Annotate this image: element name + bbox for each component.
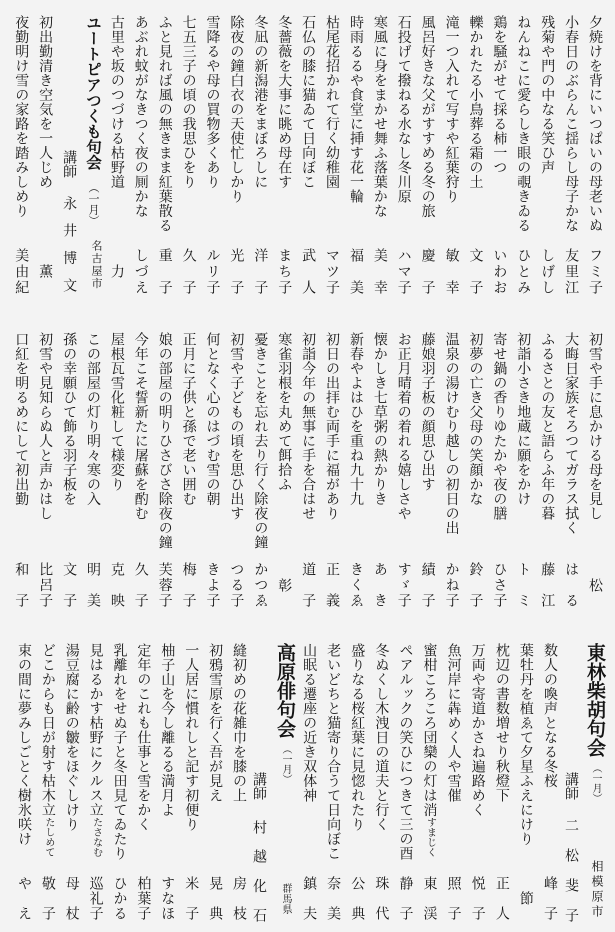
haiku-entry: [538, 620, 562, 932]
haiku-text: 枕辺の書数増せり秋燈下: [493, 643, 510, 803]
haiku-text: 温泉の湯けむり越しの初日の出: [443, 332, 460, 535]
author-name: ひさ子: [491, 562, 508, 607]
haiku-text: 寒雀羽根を丸めて餌拾ふ: [276, 332, 293, 492]
haiku-entry: [464, 310, 488, 620]
haiku-text: 縫初めの花雑巾を膝の上: [230, 643, 247, 803]
author-name: 正義: [324, 562, 341, 607]
haiku-entry: [179, 620, 203, 932]
haiku-text: この部屋の灯り明々寒の入: [84, 332, 101, 506]
author-name: 敏幸: [443, 248, 460, 294]
group-title-line: [271, 643, 297, 784]
haiku-text: 時雨るるや食堂に挿す花一輪: [347, 15, 364, 204]
author-name: はる: [563, 562, 580, 607]
haiku-text: 万両や寄道かさね遍路めく: [469, 643, 486, 817]
haiku-entry: [369, 620, 393, 932]
haiku-entry: [466, 620, 490, 932]
haiku-entry: [490, 620, 514, 932]
author-name: やえ: [15, 876, 32, 920]
haiku-text: ペアルックの笑ひにつきて三の酉: [397, 643, 414, 861]
haiku-text: 初詣小さき地蔵に願をかけ: [515, 332, 532, 506]
author-name: しげし: [539, 248, 556, 294]
haiku-entry: [225, 310, 249, 620]
haiku-text: 藤娘羽子板の顔思ひ出す: [419, 332, 436, 492]
haiku-text-main: 蜜柑ころころ団欒の灯は消: [421, 643, 438, 817]
instructor-label: 講師: [250, 772, 267, 800]
haiku-entry: [248, 310, 272, 620]
author-name: 峰子: [542, 876, 558, 920]
haiku-text: 新春やよはひを重ね九十九: [347, 332, 364, 506]
haiku-entry: [248, 0, 272, 310]
author-name: 友里江: [563, 248, 580, 294]
haiku-entry: [297, 620, 321, 932]
haiku-entry: [320, 310, 344, 620]
haiku-entry: [153, 0, 177, 310]
haiku-entry: [81, 310, 105, 620]
haiku-text: 一人居に慣れしと記す初便り: [183, 643, 200, 832]
haiku-text: 初日の出拝む両手に福があり: [324, 332, 341, 521]
haiku-text: 娘の部屋の明りひさびさ除夜の鐘: [156, 332, 173, 550]
author-name: 米子: [183, 876, 200, 920]
haiku-text: 今年こそ誓新たに屠蘇を酌む: [132, 332, 149, 521]
group-month: （一月）: [86, 182, 100, 226]
haiku-text-small: たさなむ: [90, 817, 102, 857]
author-name: 珠代: [373, 876, 390, 920]
group-month: （一月）: [590, 763, 601, 803]
author-name: ひとみ: [515, 248, 532, 294]
haiku-entry: [33, 310, 57, 620]
haiku-entry: [129, 0, 153, 310]
haiku-text: 山眠る遷座の近き双体神: [301, 643, 318, 803]
author-name: 久子: [180, 248, 197, 294]
author-name: すなほ: [159, 876, 176, 920]
haiku-text: 初出勤清き空気を一人じめ: [37, 15, 54, 189]
haiku-text: 屋根瓦雪化粧して様変り: [108, 332, 125, 492]
haiku-entry: [393, 620, 417, 932]
author-name: 照子: [445, 876, 462, 920]
haiku-text: 小春日のぶらんこ揺らし母子かな: [563, 15, 580, 233]
haiku-entry: [201, 310, 225, 620]
haiku-text: 冬凪の新潟港をまぼろしに: [252, 15, 269, 189]
haiku-text: 孫の幸願ひて飾る羽子板を: [61, 332, 78, 506]
haiku-entry: [583, 0, 607, 310]
haiku-entry: [105, 0, 129, 310]
group-city: 相模原市: [590, 860, 604, 920]
haiku-entry: [57, 310, 81, 620]
author-name: つる子: [228, 562, 245, 607]
haiku-text: 何となく心のはづむ雪の朝: [204, 332, 221, 506]
haiku-text: 初鴉雪原を行く吾が見え: [207, 643, 224, 803]
author-name: 美幸: [371, 248, 388, 294]
author-name: 奈美: [325, 876, 342, 920]
author-name: 藤江: [539, 562, 556, 607]
haiku-text: ねんねこに愛らしき眼の覗きゐる: [515, 15, 532, 233]
author-name: しづえ: [132, 248, 149, 294]
author-name: あき: [371, 562, 388, 607]
instructor-label: 講師: [61, 150, 78, 178]
author-name: かつゑ: [252, 562, 269, 607]
author-name: 節: [517, 891, 534, 905]
haiku-text: 定年のこれも仕事と雪をかく: [135, 643, 152, 832]
top-band: [0, 0, 615, 310]
haiku-text: 正月に子供と孫で老い囲む: [180, 332, 197, 506]
group-heading: [583, 620, 607, 932]
haiku-entry: [417, 620, 441, 932]
haiku-text: 石投げて撥ねる水なし冬川原: [395, 15, 412, 204]
author-name: 松: [587, 577, 603, 592]
haiku-entry: [36, 620, 60, 932]
author-name: 晃典: [207, 876, 224, 920]
haiku-text: 初雪や手に息かける母を見し: [587, 332, 603, 521]
haiku-entry: [108, 620, 132, 932]
group-title: ユートピアつくも句会: [83, 15, 102, 170]
author-name: すゞ子: [395, 562, 412, 607]
author-name: 武人: [300, 248, 317, 294]
haiku-entry: [511, 0, 535, 310]
haiku-entry: [296, 310, 320, 620]
haiku-text: [84, 643, 108, 857]
haiku-entry: [559, 310, 583, 620]
haiku-entry: [105, 310, 129, 620]
author-name: 柏葉子: [135, 876, 152, 920]
author-name: 克映: [108, 562, 125, 607]
haiku-text: 冬ぬくし木洩日の道夫と行く: [373, 643, 390, 832]
author-name: 和子: [13, 562, 30, 607]
group-city: 群馬県: [279, 883, 291, 916]
author-name: 重子: [156, 248, 173, 294]
author-name: 梅子: [180, 562, 197, 607]
haiku-text: [36, 643, 60, 857]
haiku-text: 七五三子の頃の我思ひをり: [180, 15, 197, 189]
haiku-entry: [368, 0, 392, 310]
haiku-entry: [227, 620, 251, 932]
haiku-entry: [440, 310, 464, 620]
author-name: 洋子: [252, 248, 269, 294]
haiku-entry: [9, 310, 33, 620]
haiku-text: 残菊や門の中なる笑ひ声: [539, 15, 556, 175]
author-name: 鎮夫: [301, 876, 318, 920]
haiku-text: 葉牡丹を植ゑて夕星ふえにけり: [517, 643, 534, 846]
haiku-text: 寄せ鍋の香りゆたかや夜の膳: [491, 332, 508, 521]
group-title: 高原俳句会: [273, 643, 296, 738]
group-title-line: [81, 15, 105, 226]
haiku-text: 大晦日家族そろつてガラス拭く: [563, 332, 580, 535]
haiku-entry: [345, 620, 369, 932]
group-heading: [271, 620, 297, 932]
author-name: ルリ子: [204, 248, 221, 294]
author-name: 明美: [84, 562, 101, 607]
haiku-entry: [440, 0, 464, 310]
haiku-entry: [155, 620, 179, 932]
haiku-text: 風呂好きな父がすすめる冬の旅: [419, 15, 436, 218]
haiku-text: 憂きことを忘れ去り行く除夜の鐘: [252, 332, 269, 550]
author-name: 芙蓉子: [156, 562, 173, 607]
author-name: きくゑ: [347, 562, 364, 607]
author-name: 敬子: [39, 876, 56, 920]
author-name: フミ子: [587, 248, 603, 294]
haiku-text: 口紅を明るめにして初出勤: [13, 332, 30, 506]
haiku-entry: [60, 620, 84, 932]
haiku-text: 初雪や子どもの頃を思ひ出す: [228, 332, 245, 521]
group-instructor: [562, 620, 583, 932]
haiku-entry: [129, 310, 153, 620]
haiku-text: 数人の喚声となる冬桜: [542, 643, 558, 788]
haiku-text: 老いどちと猫寄り合うて日向ぼこ: [325, 643, 342, 861]
author-name: トミ: [515, 562, 532, 607]
haiku-entry: [132, 620, 156, 932]
group-heading: [81, 0, 105, 310]
haiku-text: 初詣今年の無事に手を合はせ: [300, 332, 317, 521]
author-name: いわお: [491, 248, 508, 294]
haiku-text: 夜勤明け雪の家路を踏みしめり: [13, 15, 30, 218]
author-name: 巡礼子: [87, 876, 104, 920]
author-name: 久子: [132, 562, 149, 607]
author-name: 房枝: [230, 876, 247, 920]
author-name: きよ子: [204, 562, 221, 607]
haiku-entry: [487, 310, 511, 620]
haiku-text: 寒風に身をまかせ舞ふ落葉かな: [371, 15, 388, 218]
haiku-entry: [272, 0, 296, 310]
haiku-entry: [344, 310, 368, 620]
haiku-entry: [514, 620, 538, 932]
haiku-text: 雪降るや母の買物多くあり: [204, 15, 221, 189]
haiku-entry: [203, 620, 227, 932]
haiku-text: 初雪や見知らぬ人と声かはし: [37, 332, 54, 521]
haiku-text: 束の間に夢みしごとく樹氷咲け: [15, 643, 32, 846]
haiku-entry: [33, 0, 57, 310]
middle-band: [0, 310, 615, 620]
bottom-band: [0, 620, 615, 932]
haiku-text: 懐かしき七草粥の熱かりき: [371, 332, 388, 506]
haiku-entry: [153, 310, 177, 620]
author-name: 福美: [347, 248, 364, 294]
haiku-entry: [559, 0, 583, 310]
haiku-entry: [583, 310, 607, 620]
group-instructor: [57, 0, 81, 310]
haiku-entry: [201, 0, 225, 310]
author-name: 正人: [493, 876, 510, 920]
group-city: 名古屋市: [89, 240, 103, 290]
haiku-text: 除夜の鐘白衣の天使忙しかり: [228, 15, 245, 204]
group-instructor: [251, 620, 271, 932]
author-name: まち子: [276, 248, 293, 294]
haiku-entry: [321, 620, 345, 932]
author-name: 鈴子: [467, 562, 484, 607]
instructor-name: 村越化石: [250, 820, 267, 922]
author-name: 悦子: [469, 876, 486, 920]
haiku-text: [417, 643, 441, 857]
instructor-label: 講師: [563, 772, 579, 800]
haiku-text: 冬薔薇を大事に眺め母在す: [276, 15, 293, 189]
author-name: 彰: [276, 577, 293, 592]
author-name: ハマ子: [395, 248, 412, 294]
haiku-text: 古里や坂のつづける枯野道: [108, 15, 125, 189]
author-name: かね子: [443, 562, 460, 607]
haiku-entry: [225, 0, 249, 310]
haiku-text: お正月晴着の着れる嬉しさや: [395, 332, 412, 521]
author-name: 比呂子: [37, 562, 54, 607]
haiku-text: 初夢の亡き父母の笑顔かな: [467, 332, 484, 506]
author-name: 美由紀: [13, 248, 30, 294]
haiku-text: 滝一つ入れて写すや紅葉狩り: [443, 15, 460, 204]
haiku-text: 夕焼けを背にいつぱいの母老いぬ: [587, 15, 603, 233]
haiku-entry: [177, 0, 201, 310]
haiku-entry: [464, 0, 488, 310]
haiku-entry: [416, 310, 440, 620]
instructor-name: 二松斐子: [563, 818, 579, 922]
haiku-entry: [272, 310, 296, 620]
haiku-text: ふと見れば風の無きまま紅葉散る: [156, 15, 173, 233]
haiku-text: 乳離れをせぬ子と冬田見てゐたり: [111, 643, 128, 861]
haiku-entry: [320, 0, 344, 310]
haiku-entry: [535, 310, 559, 620]
author-name: 道子: [300, 562, 317, 607]
haiku-entry: [535, 0, 559, 310]
group-title: 東林柴胡句会: [584, 643, 606, 757]
author-name: 公典: [349, 876, 366, 920]
haiku-text-small: たしめて: [42, 817, 54, 857]
haiku-text-main: どこからも日が射す枯木立: [39, 643, 56, 817]
author-name: 文子: [467, 248, 484, 294]
haiku-entry: [442, 620, 466, 932]
author-name: 母杖: [63, 876, 80, 920]
author-name: 文子: [61, 562, 78, 607]
haiku-text: 魚河岸に犇めく人や雪催: [445, 643, 462, 803]
haiku-entry: [368, 310, 392, 620]
haiku-entry: [392, 0, 416, 310]
haiku-entry: [177, 310, 201, 620]
author-name: 薫: [37, 264, 54, 278]
haiku-text: 盛りなる桜紅葉に見惚れたり: [349, 643, 366, 832]
haiku-entry: [392, 310, 416, 620]
haiku-text: 枯尾花招かれて行く幼稚園: [324, 15, 341, 189]
group-month: （一月）: [279, 744, 291, 784]
haiku-text: ふるさとの友と語らふ年の暮: [539, 332, 556, 521]
haiku-entry: [296, 0, 320, 310]
author-name: 東渓: [421, 876, 438, 920]
author-name: ひかる: [111, 876, 128, 920]
haiku-text: 柚子山を今し離るる満月よ: [159, 643, 176, 817]
haiku-entry: [12, 620, 36, 932]
haiku-entry: [344, 0, 368, 310]
haiku-text-main: 見はるかす枯野にクルス立: [87, 643, 104, 817]
group-title-line: [583, 643, 607, 803]
haiku-text: 湯豆腐に齢の皺をほぐしけり: [63, 643, 80, 832]
haiku-entry: [84, 620, 108, 932]
haiku-entry: [511, 310, 535, 620]
haiku-text: あぶれ蚊がなきつく夜の厠かな: [132, 15, 149, 218]
haiku-text: 轢かれたる小鳥葬る霜の土: [467, 15, 484, 189]
author-name: マツ子: [324, 248, 341, 294]
author-name: 静子: [397, 876, 414, 920]
haiku-entry: [416, 0, 440, 310]
haiku-entry: [9, 0, 33, 310]
haiku-text: 石仏の膝に猫ゐて日向ぼこ: [300, 15, 317, 189]
haiku-text-small: すまじく: [424, 817, 436, 857]
author-name: 績子: [419, 562, 436, 607]
author-name: 光子: [228, 248, 245, 294]
author-name: 慶子: [419, 248, 436, 294]
haiku-text: 鶏を騒がせて採る柿一つ: [491, 15, 508, 175]
author-name: 力: [108, 264, 125, 278]
haiku-entry: [487, 0, 511, 310]
instructor-name: 永井博文: [61, 196, 78, 292]
